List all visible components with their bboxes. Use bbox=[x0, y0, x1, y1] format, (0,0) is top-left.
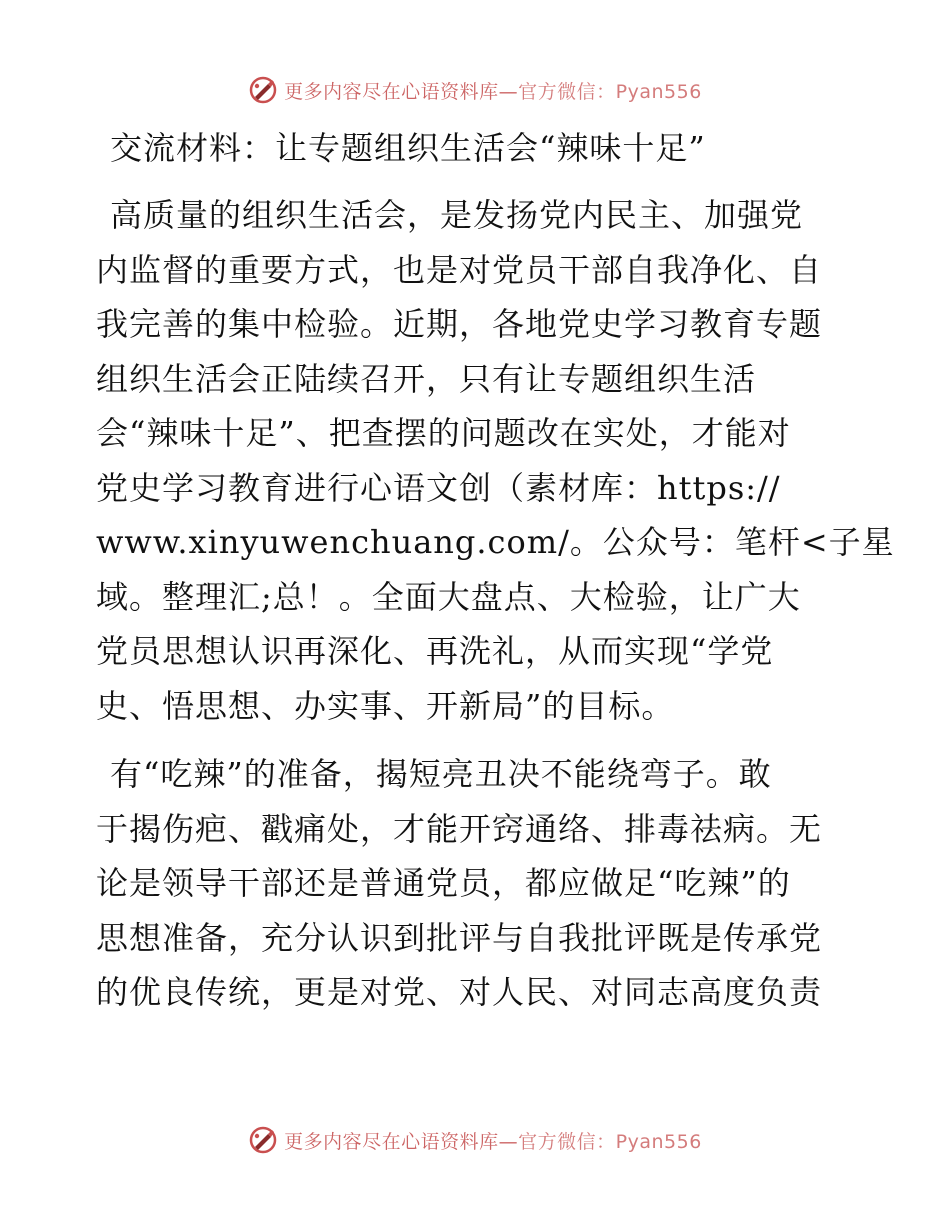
watermark-contact-text: 官方微信：Pyan556 bbox=[518, 80, 702, 103]
watermark-text bbox=[284, 77, 702, 104]
watermark-site-text: 更多内容尽在心语资料库— bbox=[284, 1130, 519, 1153]
text-line: 党史学习教育进行心语文创（素材库：https:// bbox=[96, 468, 781, 507]
watermark-text bbox=[284, 1127, 702, 1154]
text-line: 内监督的重要方式，也是对党员干部自我净化、自 bbox=[96, 250, 823, 289]
text-line: 于揭伤疤、戳痛处，才能开窍通络、排毒祛病。无 bbox=[96, 809, 823, 848]
document-title: 交流材料：让专题组织生活会“辣味十足” bbox=[110, 129, 706, 167]
text-line: 会“辣味十足”、把查摆的问题改在实处，才能对 bbox=[96, 414, 791, 452]
document-body bbox=[96, 120, 895, 1034]
text-line: 论是领导干部还是普通党员，都应做足“吃辣”的 bbox=[96, 864, 791, 902]
text-line: 思想准备，充分认识到批评与自我批评既是传承党 bbox=[96, 918, 823, 957]
text-line: 域。整理汇;总！。全面大盘点、大检验，让广大 bbox=[96, 577, 801, 616]
text-line: 的优良传统，更是对党、对人民、对同志高度负责 bbox=[96, 973, 823, 1011]
text-line: 高质量的组织生活会，是发扬党内民主、加强党 bbox=[110, 196, 804, 234]
text-line: 史、悟思想、办实事、开新局”的目标。 bbox=[96, 686, 675, 725]
watermark-site-text: 更多内容尽在心语资料库— bbox=[284, 80, 519, 103]
text-line: 有“吃辣”的准备，揭短亮丑决不能绕弯子。敢 bbox=[110, 755, 772, 793]
watermark-contact-text: 官方微信：Pyan556 bbox=[518, 1130, 702, 1153]
brand-logo-icon bbox=[248, 75, 278, 105]
footer-watermark bbox=[0, 1120, 950, 1160]
text-line: www.xinyuwenchuang.com/。公众号：笔杆<子星 bbox=[96, 523, 895, 561]
text-line: 组织生活会正陆续召开，只有让专题组织生活 bbox=[96, 359, 757, 398]
text-line: 我完善的集中检验。近期，各地党史学习教育专题 bbox=[96, 305, 823, 343]
text-line: 党员思想认识再深化、再洗礼，从而实现“学党 bbox=[96, 632, 774, 670]
paragraph-1 bbox=[96, 188, 895, 733]
brand-logo-icon bbox=[248, 1125, 278, 1155]
header-watermark bbox=[0, 70, 950, 110]
paragraph-2 bbox=[96, 747, 856, 1020]
